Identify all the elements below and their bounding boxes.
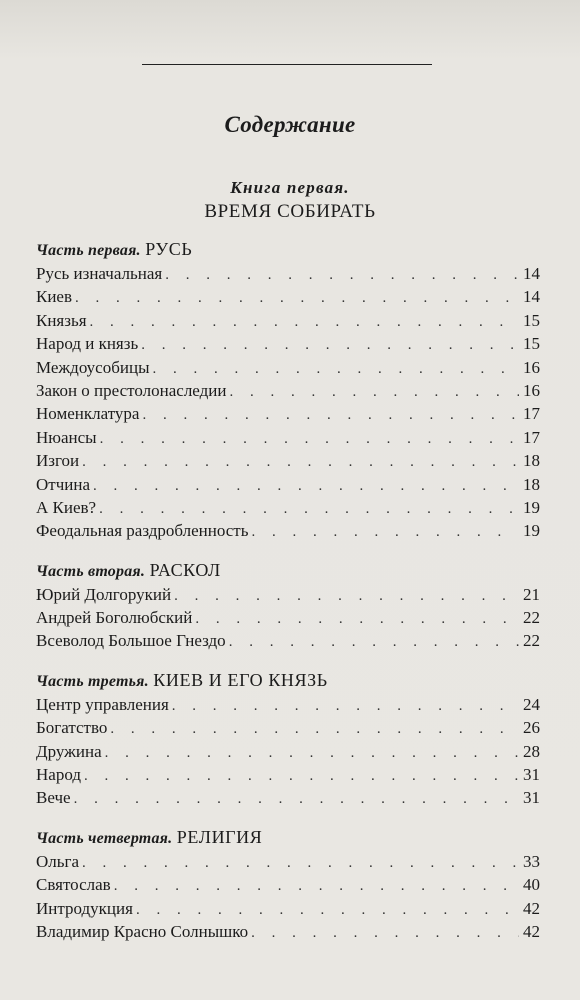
entry-title: Центр управления [36, 694, 169, 714]
entry-title: А Киев? [36, 497, 97, 517]
toc-part [36, 553, 540, 663]
dot-leader [90, 311, 519, 334]
entry-page-number: 14 [523, 264, 540, 283]
entry-page-number: 21 [523, 584, 540, 604]
dot-leader [153, 358, 520, 381]
entry-title: Междоусобицы [36, 357, 150, 377]
dot-leader [84, 765, 519, 788]
entry-page-number: 22 [523, 631, 540, 651]
entry-title: Ольга [36, 851, 80, 871]
top-divider [142, 64, 432, 65]
entry-title: Андрей Боголюбский [36, 608, 193, 628]
part-heading [36, 820, 540, 850]
toc-entry [36, 786, 540, 809]
entry-title: Князья [36, 310, 87, 330]
toc-title: Содержание [224, 112, 356, 137]
toc-entry [36, 629, 540, 652]
dot-leader [82, 852, 519, 875]
part-label: Часть первая. [36, 242, 141, 259]
toc-entry [36, 356, 540, 379]
entry-page-number: 42 [523, 898, 540, 918]
entry-page-number: 15 [523, 334, 540, 354]
toc-part [36, 820, 540, 954]
entry-title: Всеволод Большое Гнездо [36, 631, 226, 651]
entry-page-number: 16 [523, 357, 540, 377]
entry-title: Народ [36, 765, 81, 785]
toc-entry [36, 285, 540, 308]
toc-entry [36, 606, 540, 629]
toc-entry [36, 309, 540, 332]
dot-leader [105, 742, 519, 765]
entry-title: Интродукция [36, 898, 133, 918]
toc-entry [36, 496, 540, 519]
toc-entry [36, 716, 540, 739]
entry-title: Отчина [36, 474, 90, 494]
toc-entry [36, 850, 540, 873]
entry-list [36, 693, 540, 820]
dot-leader [93, 475, 519, 498]
entry-page-number: 31 [523, 788, 540, 808]
dot-leader [82, 451, 519, 474]
entry-title: Изгои [36, 451, 80, 471]
toc-entry [36, 763, 540, 786]
entry-page-number: 42 [523, 921, 540, 941]
entry-title: Феодальная раздробленность [36, 521, 249, 541]
entry-page-number: 18 [523, 474, 540, 494]
toc-entry [36, 583, 540, 606]
toc-entry [36, 473, 540, 496]
entry-page-number: 14 [523, 287, 540, 307]
entry-page-number: 16 [523, 380, 540, 400]
entry-page-number: 31 [523, 765, 540, 785]
toc-list [36, 232, 540, 953]
entry-page-number: 40 [523, 875, 540, 895]
entry-page-number: 18 [523, 451, 540, 471]
dot-leader [251, 521, 519, 544]
dot-leader [110, 718, 519, 741]
toc-part [36, 663, 540, 820]
entry-title: Юрий Долгорукий [36, 584, 172, 604]
entry-page-number: 19 [523, 497, 540, 517]
dot-leader [174, 585, 519, 608]
entry-page-number: 26 [523, 718, 540, 738]
dot-leader [172, 695, 519, 718]
entry-title: Народ и князь [36, 334, 139, 354]
entry-page-number: 28 [523, 741, 540, 761]
book-title: ВРЕМЯ СОБИРАТЬ [204, 201, 376, 222]
part-heading [36, 663, 540, 693]
entry-title: Дружина [36, 741, 102, 761]
entry-title: Закон о престолонаследии [36, 380, 227, 400]
toc-entry [36, 519, 540, 542]
part-name: РАСКОЛ [149, 559, 221, 580]
entry-page-number: 17 [523, 404, 540, 424]
entry-title: Вече [36, 788, 71, 808]
part-name: РУСЬ [145, 239, 193, 259]
toc-entry [36, 740, 540, 763]
entry-list [36, 262, 540, 553]
part-label: Часть третья. [36, 672, 149, 690]
entry-title: Богатство [36, 718, 108, 738]
part-label: Часть вторая. [36, 562, 146, 580]
dot-leader [114, 875, 519, 898]
entry-page-number: 24 [523, 694, 540, 714]
toc-entry [36, 873, 540, 896]
toc-entry [36, 693, 540, 716]
toc-entry [36, 379, 540, 402]
part-heading [36, 553, 540, 583]
part-heading [36, 232, 540, 262]
dot-leader [141, 334, 519, 357]
toc-entry [36, 426, 540, 449]
entry-title: Святослав [36, 875, 111, 895]
entry-page-number: 17 [523, 427, 540, 447]
dot-leader [195, 608, 519, 631]
entry-list [36, 583, 540, 663]
dot-leader [229, 631, 519, 654]
dot-leader [165, 264, 519, 287]
toc-entry [36, 262, 540, 285]
toc-part [36, 232, 540, 553]
dot-leader [74, 788, 519, 811]
entry-page-number: 15 [523, 310, 540, 330]
dot-leader [99, 498, 519, 521]
part-name: РЕЛИГИЯ [176, 826, 263, 847]
toc-entry [36, 449, 540, 472]
entry-title: Номенклатура [36, 404, 140, 424]
dot-leader [75, 287, 519, 310]
entry-title: Нюансы [36, 427, 97, 447]
entry-page-number: 33 [523, 851, 540, 871]
part-label: Часть четвертая. [36, 829, 173, 847]
toc-entry [36, 897, 540, 920]
entry-list [36, 850, 540, 954]
toc-entry [36, 402, 540, 425]
entry-page-number: 19 [523, 521, 540, 541]
dot-leader [229, 381, 519, 404]
dot-leader [142, 404, 519, 427]
part-name: КИЕВ И ЕГО КНЯЗЬ [153, 669, 328, 690]
toc-entry [36, 332, 540, 355]
entry-page-number: 22 [523, 608, 540, 628]
entry-title: Киев [36, 287, 73, 307]
entry-title: Русь изначальная [36, 264, 163, 283]
entry-title: Владимир Красно Солнышко [36, 921, 249, 941]
book-label: Книга первая. [230, 178, 350, 197]
dot-leader [100, 428, 519, 451]
toc-entry [36, 920, 540, 943]
dot-leader [251, 922, 519, 945]
dot-leader [136, 899, 519, 922]
